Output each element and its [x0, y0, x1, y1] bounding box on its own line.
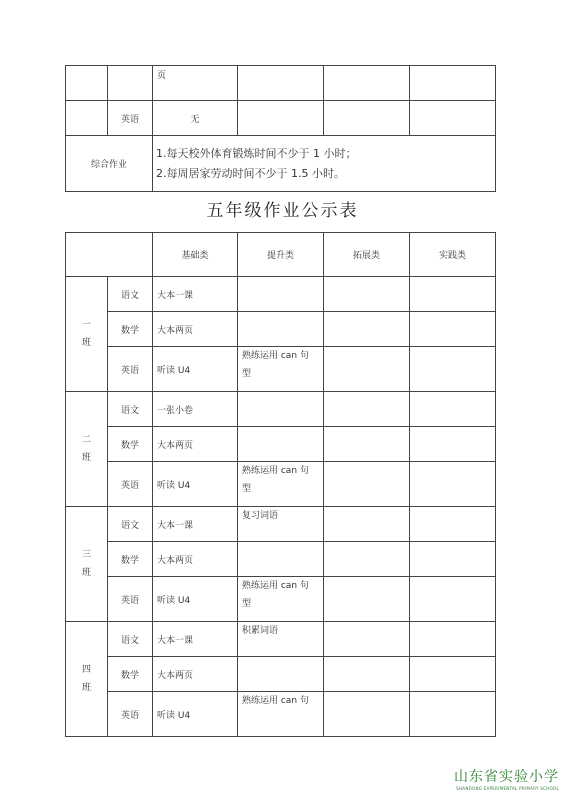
class-name-char: 班 [81, 683, 91, 693]
practice-homework-cell [410, 427, 496, 462]
subject-cell: 英语 [108, 577, 153, 622]
practice-homework-cell [410, 507, 496, 542]
class-name-char: 三 [81, 550, 91, 560]
school-logo-english: SHANDONG EXPERIMENTAL PRIMARY SCHOOL [456, 786, 559, 791]
class-name-cell [66, 622, 108, 737]
extend-homework-cell [324, 657, 410, 692]
table-row [66, 427, 496, 462]
extend-homework-cell [324, 427, 410, 462]
subject-cell: 英语 [108, 692, 153, 737]
table-row [66, 657, 496, 692]
class-name-char: 二 [81, 435, 91, 445]
table-row [66, 692, 496, 737]
basic-homework-cell: 大本两页 [153, 427, 238, 462]
extend-homework-cell [324, 577, 410, 622]
comprehensive-line-1: 1.每天校外体育锻炼时间不少于 1 小时； [156, 146, 357, 160]
table-row [66, 622, 496, 657]
basic-homework-cell: 听读 U4 [153, 462, 238, 507]
basic-homework-cell: 一张小卷 [153, 392, 238, 427]
page-fragment-cell: 页 [153, 66, 238, 101]
practice-homework-cell [410, 577, 496, 622]
page-title: 五年级作业公示表 [206, 201, 359, 221]
practice-homework-cell [410, 277, 496, 312]
improve-line: 复习词语 [242, 511, 279, 521]
improve-line: 熟练运用 can 句 [242, 466, 309, 476]
class-name-char: 班 [81, 568, 91, 578]
subject-cell: 英语 [108, 347, 153, 392]
improve-homework-cell [238, 347, 324, 392]
table-row [66, 347, 496, 392]
header-practice: 实践类 [410, 233, 496, 277]
basic-homework-cell: 大本一课 [153, 277, 238, 312]
improve-line: 积累词语 [242, 626, 279, 636]
practice-homework-cell [410, 392, 496, 427]
basic-homework-cell: 听读 U4 [153, 347, 238, 392]
basic-homework-cell: 大本两页 [153, 542, 238, 577]
table-row [66, 577, 496, 622]
practice-homework-cell [410, 657, 496, 692]
extend-homework-cell [324, 277, 410, 312]
class-name-char: 班 [81, 338, 91, 348]
subject-cell: 数学 [108, 312, 153, 347]
comprehensive-homework-label: 综合作业 [66, 136, 153, 192]
class-name-char: 班 [81, 453, 91, 463]
class-name-char: 四 [81, 665, 91, 675]
improve-line: 熟练运用 can 句 [242, 581, 309, 591]
basic-homework-cell: 听读 U4 [153, 692, 238, 737]
class-name-cell [66, 392, 108, 507]
header-extend: 拓展类 [324, 233, 410, 277]
improve-homework-cell [238, 392, 324, 427]
improve-homework-cell [238, 577, 324, 622]
extend-homework-cell [324, 622, 410, 657]
blank-class-cell [66, 66, 108, 101]
top-homework-table [65, 65, 496, 192]
practice-homework-cell [410, 312, 496, 347]
improve-homework-cell [238, 277, 324, 312]
extend-homework-cell [324, 312, 410, 347]
blank-subject-cell [108, 66, 153, 101]
basic-homework-cell: 大本一课 [153, 507, 238, 542]
improve-line: 熟练运用 can 句 [242, 351, 309, 361]
header-basic: 基础类 [153, 233, 238, 277]
improve-homework-cell [238, 542, 324, 577]
comprehensive-line-2: 2.每周居家劳动时间不少于 1.5 小时。 [156, 166, 345, 180]
english-basic-value: 无 [153, 101, 238, 136]
table-row [66, 312, 496, 347]
header-improve: 提升类 [238, 233, 324, 277]
school-logo-chinese: 山东省实验小学 [454, 769, 559, 785]
practice-homework-cell [410, 622, 496, 657]
table-row [66, 277, 496, 312]
improve-line: 熟练运用 can 句 [242, 696, 309, 706]
improve-line: 型 [242, 484, 252, 494]
improve-homework-cell [238, 622, 324, 657]
header-corner-cell [66, 233, 153, 277]
class-name-char: 一 [81, 320, 91, 330]
table-row [66, 507, 496, 542]
table-row [66, 542, 496, 577]
table-row [66, 462, 496, 507]
improve-homework-cell [238, 312, 324, 347]
extend-homework-cell [324, 507, 410, 542]
basic-homework-cell: 大本一课 [153, 622, 238, 657]
improve-homework-cell [238, 692, 324, 737]
table-row [66, 392, 496, 427]
practice-homework-cell [410, 542, 496, 577]
school-logo [454, 766, 559, 791]
basic-homework-cell: 大本两页 [153, 657, 238, 692]
extend-homework-cell [324, 392, 410, 427]
subject-cell: 语文 [108, 507, 153, 542]
extend-homework-cell [324, 347, 410, 392]
subject-cell: 数学 [108, 657, 153, 692]
improve-line: 型 [242, 599, 252, 609]
improve-line: 型 [242, 369, 252, 379]
improve-homework-cell [238, 657, 324, 692]
practice-homework-cell [410, 692, 496, 737]
practice-homework-cell [410, 347, 496, 392]
subject-cell: 英语 [108, 462, 153, 507]
subject-cell: 语文 [108, 622, 153, 657]
class-name-cell [66, 277, 108, 392]
grade-five-homework-table [65, 232, 496, 737]
subject-cell: 语文 [108, 277, 153, 312]
extend-homework-cell [324, 462, 410, 507]
extend-homework-cell [324, 542, 410, 577]
subject-cell: 数学 [108, 427, 153, 462]
basic-homework-cell: 听读 U4 [153, 577, 238, 622]
improve-homework-cell [238, 462, 324, 507]
subject-cell: 数学 [108, 542, 153, 577]
class-name-cell [66, 507, 108, 622]
improve-homework-cell [238, 427, 324, 462]
practice-homework-cell [410, 462, 496, 507]
improve-homework-cell [238, 507, 324, 542]
comprehensive-homework-content [153, 136, 496, 192]
extend-homework-cell [324, 692, 410, 737]
subject-english-label: 英语 [108, 101, 153, 136]
basic-homework-cell: 大本两页 [153, 312, 238, 347]
subject-cell: 语文 [108, 392, 153, 427]
